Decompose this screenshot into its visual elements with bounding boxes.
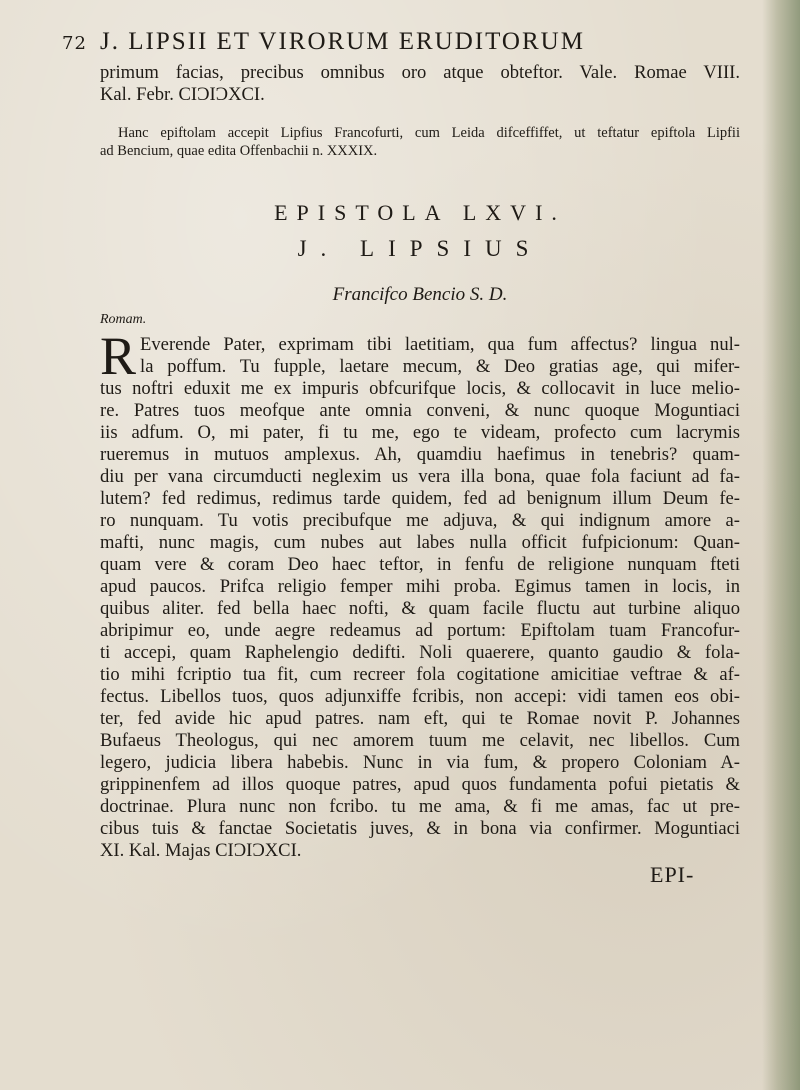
letter-line: Everende Pater, exprimam tibi laetitiam, qua fum affectus? lingua nul- (140, 334, 740, 355)
letter-line: abripimur eo, unde aegre redeamus ad portum: Epiftolam tuam Francofur- (100, 620, 740, 641)
letter-line: grippinenfem ad illos quoque patres, apud quos fundamenta pofui pietatis & (100, 774, 740, 795)
text-line: Kal. Febr. CIƆIƆXCI. (100, 84, 265, 105)
letter-line: quibus aliter. fed bella haec nofti, & quam facile fluctu aut turbine aliquo (100, 598, 740, 619)
letter-line: cibus tuis & fanctae Societatis juves, & in bona via confirmer. Moguntiaci (100, 818, 740, 839)
letter-line: mafti, nunc magis, cum nubes aut labes nulla officit fufpicionum: Quan- (100, 532, 740, 553)
letter-line: lutem? fed redimus, redimus tarde quidem, fed ad benignum illum Deum fe- (100, 488, 740, 509)
drop-capital: R (100, 326, 137, 386)
text-line: primum facias, precibus omnibus oro atque obteftor. Vale. Romae VIII. (100, 62, 740, 83)
letter-line: Bufaeus Theologus, qui nec amorem tuum me celavit, nec libellos. Cum (100, 730, 740, 751)
letter-line: diu per vana circumducti neglexim us vera illa bona, quae fola faciunt ad fa- (100, 466, 740, 487)
note-line: Hanc epiftolam accepit Lipfius Francofurti, cum Leida difceffiffet, ut teftatur epiftola Lipfii (118, 125, 740, 141)
letter-line: legero, judicia libera habebis. Nunc in via fum, & propero Coloniam A- (100, 752, 740, 773)
letter-line: tus noftri eduxit me ex impuris obfcurifque locis, & collocavit in luce melio- (100, 378, 740, 399)
page-edge-shadow (762, 0, 800, 1090)
page-number: 72 (62, 33, 87, 54)
letter-line: quam vere & coram Deo haec teftor, in fenfu de religione nunquam fteti (100, 554, 740, 575)
letter-destination: Romam. (100, 312, 147, 327)
letter-title: EPISTOLA LXVI. (274, 200, 566, 225)
letter-line: tio mihi fcriptio tua fit, cum recreer fola cogitatione amicitiae veftrae & af- (100, 664, 740, 685)
letter-line: re. Patres tuos meofque ante omnia conveni, & nunc quoque Moguntiaci (100, 400, 740, 421)
running-head-title: J. LIPSII ET VIRORUM ERUDITORUM (100, 28, 585, 55)
letter-line: fectus. Libellos tuos, quos adjunxiffe fcribis, non accepi: vidi tamen eos obi- (100, 686, 740, 707)
letter-line: iis adfum. O, mi pater, fi tu me, ego te videam, profecto cum lacrymis (100, 422, 740, 443)
letter-line: ro nunquam. Tu votis precibufque me adjuva, & qui indignum amore a- (100, 510, 740, 531)
letter-author: J. LIPSIUS (297, 236, 543, 261)
running-head (62, 28, 740, 62)
letter-line: XI. Kal. Majas CIƆIƆXCI. (100, 840, 302, 861)
letter-line: rueremus in mutuos amplexus. Ah, quamdiu haefimus in tenebris? quam- (100, 444, 740, 465)
letter-line: la poffum. Tu fupple, laetare mecum, & Deo gratias age, qui mifer- (140, 356, 740, 377)
letter-line: apud paucos. Prifca religio femper mihi proba. Egimus tamen in locis, in (100, 576, 740, 597)
letter-recipient: Francifco Bencio S. D. (332, 284, 508, 305)
catchword: EPI- (650, 862, 695, 887)
letter-line: ter, fed avide hic apud patres. nam eft, qui te Romae novit P. Johannes (100, 708, 740, 729)
editorial-note (100, 124, 740, 160)
page-content (62, 28, 740, 862)
letter-body (100, 326, 740, 862)
letter-line: ti accepi, quam Raphelengio dedifti. Noli quaerere, quanto gaudio & fola- (100, 642, 740, 663)
letter-line: doctrinae. Plura nunc non fcribo. tu me ama, & fi me amas, fac ut pre- (100, 796, 740, 817)
previous-letter-ending (100, 62, 740, 106)
note-line: ad Bencium, quae edita Offenbachii n. XXXIX. (100, 143, 378, 159)
